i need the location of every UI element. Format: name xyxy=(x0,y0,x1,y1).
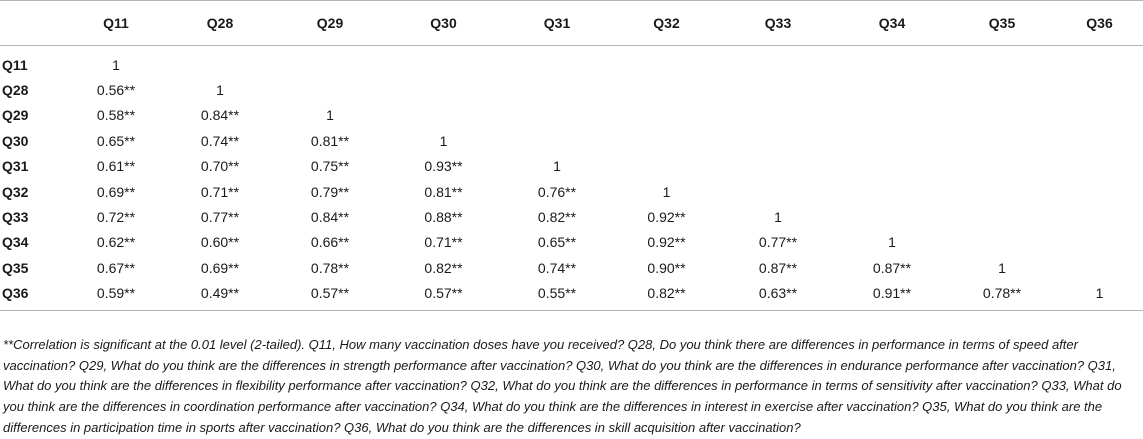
table-cell: 0.77** xyxy=(758,234,798,251)
table-cell xyxy=(1056,179,1143,204)
table-cell xyxy=(720,103,836,128)
table-cell xyxy=(948,154,1056,179)
table-cell xyxy=(274,46,386,78)
table-cell: 0.76** xyxy=(537,183,577,200)
column-header: Q11 xyxy=(66,1,166,46)
table-cell: 0.74** xyxy=(200,132,240,149)
table-body xyxy=(0,46,1143,311)
row-header: Q33 xyxy=(2,209,29,226)
table-cell: 0.59** xyxy=(66,281,166,311)
table-cell xyxy=(948,103,1056,128)
table-cell xyxy=(1056,103,1143,128)
table-row xyxy=(0,281,1143,311)
table-cell xyxy=(836,179,948,204)
table-row xyxy=(0,128,1143,153)
header-row xyxy=(0,1,1143,46)
table-cell: 1 xyxy=(326,107,334,124)
column-header: Q35 xyxy=(948,1,1056,46)
table-cell xyxy=(948,77,1056,102)
table-cell: 0.65** xyxy=(96,132,136,149)
row-header: Q30 xyxy=(2,132,29,149)
corner-cell xyxy=(0,1,66,46)
table-cell: 0.57** xyxy=(386,281,501,311)
column-header: Q30 xyxy=(386,1,501,46)
row-header: Q34 xyxy=(2,234,29,251)
table-cell: 0.79** xyxy=(310,183,350,200)
column-header: Q32 xyxy=(613,1,720,46)
table-cell: 1 xyxy=(774,209,782,226)
row-header: Q29 xyxy=(2,107,29,124)
table-cell xyxy=(948,46,1056,78)
column-header: Q31 xyxy=(501,1,613,46)
table-cell: 0.69** xyxy=(96,183,136,200)
table-cell xyxy=(836,103,948,128)
table-cell xyxy=(720,179,836,204)
table-cell xyxy=(613,128,720,153)
table-cell xyxy=(166,46,274,78)
table-cell xyxy=(1056,204,1143,229)
table-cell: 0.81** xyxy=(424,183,463,200)
table-cell: 0.61** xyxy=(96,158,136,175)
table-row xyxy=(0,204,1143,229)
column-header: Q28 xyxy=(166,1,274,46)
table-cell: 0.60** xyxy=(200,234,240,251)
table-cell: 0.84** xyxy=(310,209,350,226)
table-cell xyxy=(386,103,501,128)
table-cell: 0.90** xyxy=(647,259,686,276)
table-cell xyxy=(720,154,836,179)
table-cell: 0.77** xyxy=(200,209,240,226)
table-row xyxy=(0,77,1143,102)
table-cell: 0.92** xyxy=(647,234,686,251)
table-cell: 1 xyxy=(888,234,896,251)
table-cell xyxy=(948,179,1056,204)
table-row xyxy=(0,154,1143,179)
table-cell: 0.78** xyxy=(948,281,1056,311)
table-cell xyxy=(720,128,836,153)
table-cell xyxy=(613,77,720,102)
table-cell: 0.63** xyxy=(720,281,836,311)
table-cell: 0.82** xyxy=(613,281,720,311)
table-cell xyxy=(501,128,613,153)
table-cell xyxy=(948,230,1056,255)
table-cell: 1 xyxy=(662,183,671,200)
table-cell: 0.65** xyxy=(537,234,577,251)
table-cell: 0.92** xyxy=(647,209,686,226)
table-cell xyxy=(836,204,948,229)
column-header: Q33 xyxy=(720,1,836,46)
table-cell: 0.82** xyxy=(424,259,463,276)
table-cell: 1 xyxy=(439,132,448,149)
table-cell xyxy=(1056,154,1143,179)
table-cell: 0.49** xyxy=(166,281,274,311)
table-cell: 1 xyxy=(1056,281,1143,311)
table-cell xyxy=(1056,46,1143,78)
row-header: Q32 xyxy=(2,183,29,200)
table-cell: 0.57** xyxy=(274,281,386,311)
table-cell xyxy=(948,128,1056,153)
table-cell: 1 xyxy=(112,56,120,73)
table-cell xyxy=(501,46,613,78)
table-cell xyxy=(836,154,948,179)
table-cell: 0.69** xyxy=(200,259,240,276)
column-header: Q29 xyxy=(274,1,386,46)
table-cell: 0.81** xyxy=(310,132,350,149)
table-footnote: **Correlation is significant at the 0.01 level (2-tailed). Q11, How many vaccination doses have you received? Q28, Do you think there are differences in performance in terms of speed after vaccination? Q29, What do you think are the differences in strength performance after vaccination? Q30, What do you think are the differences in endurance performance after vaccination? Q31, What do you think are the differences in flexibility performance after vaccination? Q32, What do you think are the differences in performance in terms of sensitivity after vaccination? Q33, What do you think are the differences in coordination performance after vaccination? Q34, What do you think are the differences in interest in exercise after vaccination? Q35, What do you think are the differences in participation time in sports after vaccination? Q36, What do you think are the differences in skill acquisition after vaccination? xyxy=(3,337,1122,435)
table-cell xyxy=(274,77,386,102)
table-cell xyxy=(386,46,501,78)
table-cell: 0.67** xyxy=(96,259,136,276)
table-cell: 1 xyxy=(216,82,224,99)
table-cell: 0.87** xyxy=(758,259,798,276)
row-header: Q36 xyxy=(0,281,66,311)
table-cell xyxy=(613,46,720,78)
table-header xyxy=(0,1,1143,46)
table-cell: 0.93** xyxy=(424,158,463,175)
table-row xyxy=(0,230,1143,255)
table-cell xyxy=(836,128,948,153)
table-cell xyxy=(1056,230,1143,255)
table-cell: 0.58** xyxy=(96,107,136,124)
table-cell: 1 xyxy=(998,259,1006,276)
table-cell xyxy=(836,46,948,78)
table-cell xyxy=(386,77,501,102)
table-cell: 0.74** xyxy=(537,259,577,276)
table-row xyxy=(0,179,1143,204)
table-cell xyxy=(720,46,836,78)
table-cell xyxy=(501,77,613,102)
column-header: Q36 xyxy=(1056,1,1143,46)
row-header: Q35 xyxy=(2,259,29,276)
table-cell: 0.62** xyxy=(96,234,136,251)
table-cell: 0.87** xyxy=(872,259,912,276)
table-row xyxy=(0,46,1143,78)
table-cell: 0.66** xyxy=(310,234,350,251)
table-cell: 0.72** xyxy=(96,209,136,226)
table-cell: 0.55** xyxy=(501,281,613,311)
table-row xyxy=(0,255,1143,280)
row-header: Q11 xyxy=(2,56,28,73)
table-cell: 1 xyxy=(553,158,561,175)
row-header: Q28 xyxy=(2,82,29,99)
table-cell: 0.71** xyxy=(424,234,463,251)
table-cell xyxy=(1056,255,1143,280)
table-cell: 0.70** xyxy=(200,158,240,175)
table-cell xyxy=(501,103,613,128)
table-row xyxy=(0,103,1143,128)
column-header: Q34 xyxy=(836,1,948,46)
table-cell: 0.88** xyxy=(424,209,463,226)
table-cell xyxy=(1056,77,1143,102)
table-cell: 0.82** xyxy=(537,209,577,226)
table-cell: 0.71** xyxy=(200,183,240,200)
table-cell xyxy=(613,154,720,179)
table-cell: 0.75** xyxy=(310,158,350,175)
table-cell xyxy=(613,103,720,128)
table-cell: 0.78** xyxy=(310,259,350,276)
table-cell xyxy=(948,204,1056,229)
table-cell: 0.84** xyxy=(200,107,240,124)
table-cell xyxy=(1056,128,1143,153)
table-cell xyxy=(720,77,836,102)
table-cell xyxy=(836,77,948,102)
row-header: Q31 xyxy=(2,158,29,175)
table-cell: 0.91** xyxy=(836,281,948,311)
table-cell: 0.56** xyxy=(96,82,136,99)
